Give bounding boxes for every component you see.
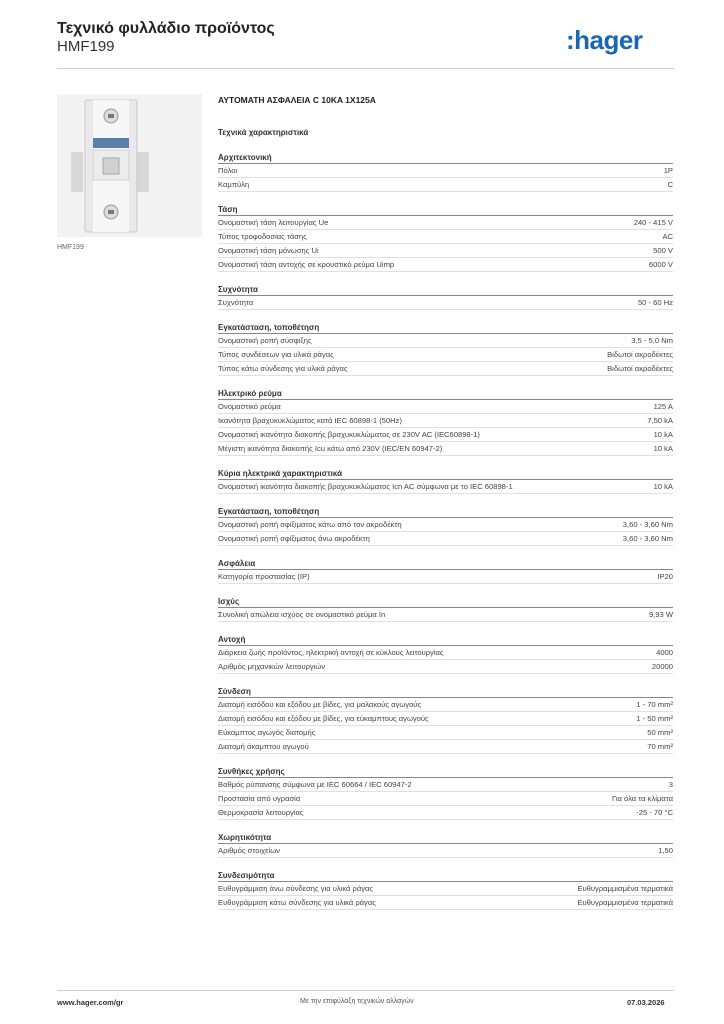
spec-row [218,428,673,442]
section-title: Συνδεσιμότητα [218,870,673,882]
spec-value: 70 mm² [647,742,673,751]
spec-label: Ονομαστική ικανότητα διακοπής βραχυκυκλώματος σε 230V AC (IEC60898-1) [218,430,480,439]
spec-row [218,296,673,310]
spec-value: 6000 V [648,260,673,269]
spec-value: C [667,180,673,189]
spec-label: Ονομαστικό ρεύμα [218,402,281,411]
spec-label: Προστασία από υγρασία [218,794,301,803]
spec-label: Καμπύλη [218,180,250,189]
section-title: Τάση [218,204,673,216]
header-divider [57,68,674,69]
spec-value: Βιδωτοί ακροδέκτες [607,364,673,373]
spec-label: Διατομή εισόδου και εξόδου με βίδες, για μαλακούς αγωγούς [218,700,422,709]
spec-value: 50 - 60 Hz [637,298,673,307]
spec-section [218,388,673,456]
spec-row [218,806,673,820]
spec-section [218,468,673,494]
spec-value: 1,50 [658,846,673,855]
spec-row [218,792,673,806]
section-title: Χωρητικότητα [218,832,673,844]
spec-row [218,216,673,230]
spec-label: Ευθυγράμμιση κάτω σύνδεσης για υλικά ράγας [218,898,376,907]
spec-label: Ευθυγράμμιση άνω σύνδεσης για υλικά ράγας [218,884,374,893]
spec-value: AC [662,232,673,241]
spec-label: Ονομαστική τάση λειτουργίας Ue [218,218,329,227]
spec-label: Τύπος τροφοδοσίας τάσης [218,232,307,241]
spec-row [218,698,673,712]
spec-row [218,896,673,910]
spec-value: 500 V [653,246,673,255]
spec-row [218,882,673,896]
spec-label: Πόλοι [218,166,238,175]
spec-row [218,362,673,376]
spec-section [218,204,673,272]
spec-section [218,634,673,674]
spec-row [218,164,673,178]
product-image [57,94,202,237]
spec-row [218,608,673,622]
spec-label: Αριθμός μηχανικών λειτουργιών [218,662,326,671]
spec-row [218,844,673,858]
spec-section [218,558,673,584]
spec-row [218,442,673,456]
spec-label: Διατομή άκαμπτου αγωγού [218,742,309,751]
spec-value: -25 - 70 °C [636,808,673,817]
section-title: Αντοχή [218,634,673,646]
spec-label: Αριθμός στοιχείων [218,846,280,855]
spec-row [218,400,673,414]
spec-value: 1 - 70 mm² [636,700,673,709]
section-title: Εγκατάσταση, τοποθέτηση [218,506,673,518]
spec-label: Ονομαστική ροπή σύσφιξης [218,336,312,345]
spec-value: Βιδωτοί ακροδέκτες [607,350,673,359]
spec-row [218,480,673,494]
spec-value: 10 kA [653,482,673,491]
section-title: Εγκατάσταση, τοποθέτηση [218,322,673,334]
section-title: Ηλεκτρικό ρεύμα [218,388,673,400]
spec-section [218,152,673,192]
footer-note: Με την επιφύλαξη τεχνικών αλλαγών [300,998,414,1005]
hager-logo: :hager [566,25,643,55]
spec-value: Ευθυγραμμισμένα τερματικά [577,898,673,907]
spec-label: Θερμοκρασία λειτουργίας [218,808,304,817]
spec-label: Συχνότητα [218,298,254,307]
spec-label: Ονομαστική ροπή σφίξιματος κάτω από τον ακροδέκτη [218,520,402,529]
spec-row [218,660,673,674]
spec-row [218,570,673,584]
spec-row [218,414,673,428]
spec-section [218,832,673,858]
section-title: Ασφάλεια [218,558,673,570]
spec-value: 240 - 415 V [633,218,673,227]
spec-row [218,726,673,740]
spec-value: 50 mm² [647,728,673,737]
spec-label: Ονομαστική τάση αντοχής σε κρουστικό ρεύμα Uimp [218,260,395,269]
spec-section [218,506,673,546]
spec-value: 10 kA [653,430,673,439]
section-title: Σύνδεση [218,686,673,698]
spec-row [218,334,673,348]
spec-section [218,596,673,622]
spec-section [218,322,673,376]
section-title: Κύρια ηλεκτρικά χαρακτηριστικά [218,468,673,480]
spec-label: Βαθμός ρύπανσης σύμφωνα με IEC 60664 / IEC 60947-2 [218,780,412,789]
spec-row [218,178,673,192]
spec-value: 4000 [656,648,673,657]
section-title: Συνθήκες χρήσης [218,766,673,778]
spec-label: Ονομαστική τάση μόνωσης Ui [218,246,319,255]
spec-value: 9,93 W [648,610,673,619]
product-image-caption: HMF199 [57,244,84,251]
spec-row [218,258,673,272]
spec-value: 3 [668,780,673,789]
spec-row [218,740,673,754]
spec-content [218,95,673,922]
spec-label: Ονομαστική ροπή σφίξιματος άνω ακροδέκτη [218,534,370,543]
spec-value: 7,50 kA [647,416,673,425]
spec-row [218,712,673,726]
spec-label: Ικανότητα βραχυκυκλώματος κατά IEC 60898-1 (50Hz) [218,416,402,425]
spec-label: Κατηγορία προστασίας (IP) [218,572,310,581]
spec-value: Για όλα τα κλίματα [611,794,673,803]
spec-row [218,244,673,258]
spec-value: 3,60 - 3,60 Nm [622,534,673,543]
spec-section [218,870,673,910]
footer-date: 07.03.2026 [627,998,665,1007]
spec-row [218,646,673,660]
spec-section [218,284,673,310]
spec-value: 125 A [653,402,673,411]
spec-label: Διάρκεια ζωής προϊόντος, ηλεκτρική αντοχή σε κύκλους λειτουργίας [218,648,444,657]
spec-row [218,518,673,532]
spec-section [218,766,673,820]
section-title: Συχνότητα [218,284,673,296]
section-title: Ισχύς [218,596,673,608]
spec-label: Ονομαστική ικανότητα διακοπής βραχυκυκλώματος Icn AC σύμφωνα με το IEC 60898-1 [218,482,513,491]
spec-value: 3,60 - 3,60 Nm [622,520,673,529]
spec-row [218,778,673,792]
spec-section [218,686,673,754]
spec-row [218,230,673,244]
spec-value: 1P [663,166,673,175]
footer-divider [57,990,674,991]
spec-value: 10 kA [653,444,673,453]
spec-value: 1 - 50 mm² [636,714,673,723]
document-title: Τεχνικό φυλλάδιο προϊόντος [57,20,275,37]
spec-value: IP20 [657,572,673,581]
footer-website-link[interactable]: www.hager.com/gr [57,998,124,1007]
spec-label: Τύπος συνδέσεων για υλικά ράγας [218,350,334,359]
spec-label: Συνολική απώλεια ισχύος σε ονομαστικό ρεύμα In [218,610,386,619]
technical-heading: Τεχνικά χαρακτηριστικά [218,128,309,137]
product-name: ΑΥΤΟΜΑΤΗ ΑΣΦΑΛΕΙΑ C 10KA 1X125A [218,95,376,105]
spec-label: Εύκαμπτος αγωγός διατομής [218,728,316,737]
product-code: HMF199 [57,38,115,55]
spec-sections [218,152,673,910]
section-title: Αρχιτεκτονική [218,152,673,164]
spec-value: Ευθυγραμμισμένα τερματικά [577,884,673,893]
spec-label: Μέγιστη ικανότητα διακοπής Icu κάτω από 230V (IEC/EN 60947-2) [218,444,443,453]
spec-row [218,348,673,362]
spec-value: 20000 [651,662,673,671]
spec-value: 3,5 - 5,0 Nm [631,336,673,345]
spec-label: Διατομή εισόδου και εξόδου με βίδες, για εύκαμπτους αγωγούς [218,714,429,723]
spec-label: Τύπος κάτω σύνδεσης για υλικά ράγας [218,364,348,373]
spec-row [218,532,673,546]
